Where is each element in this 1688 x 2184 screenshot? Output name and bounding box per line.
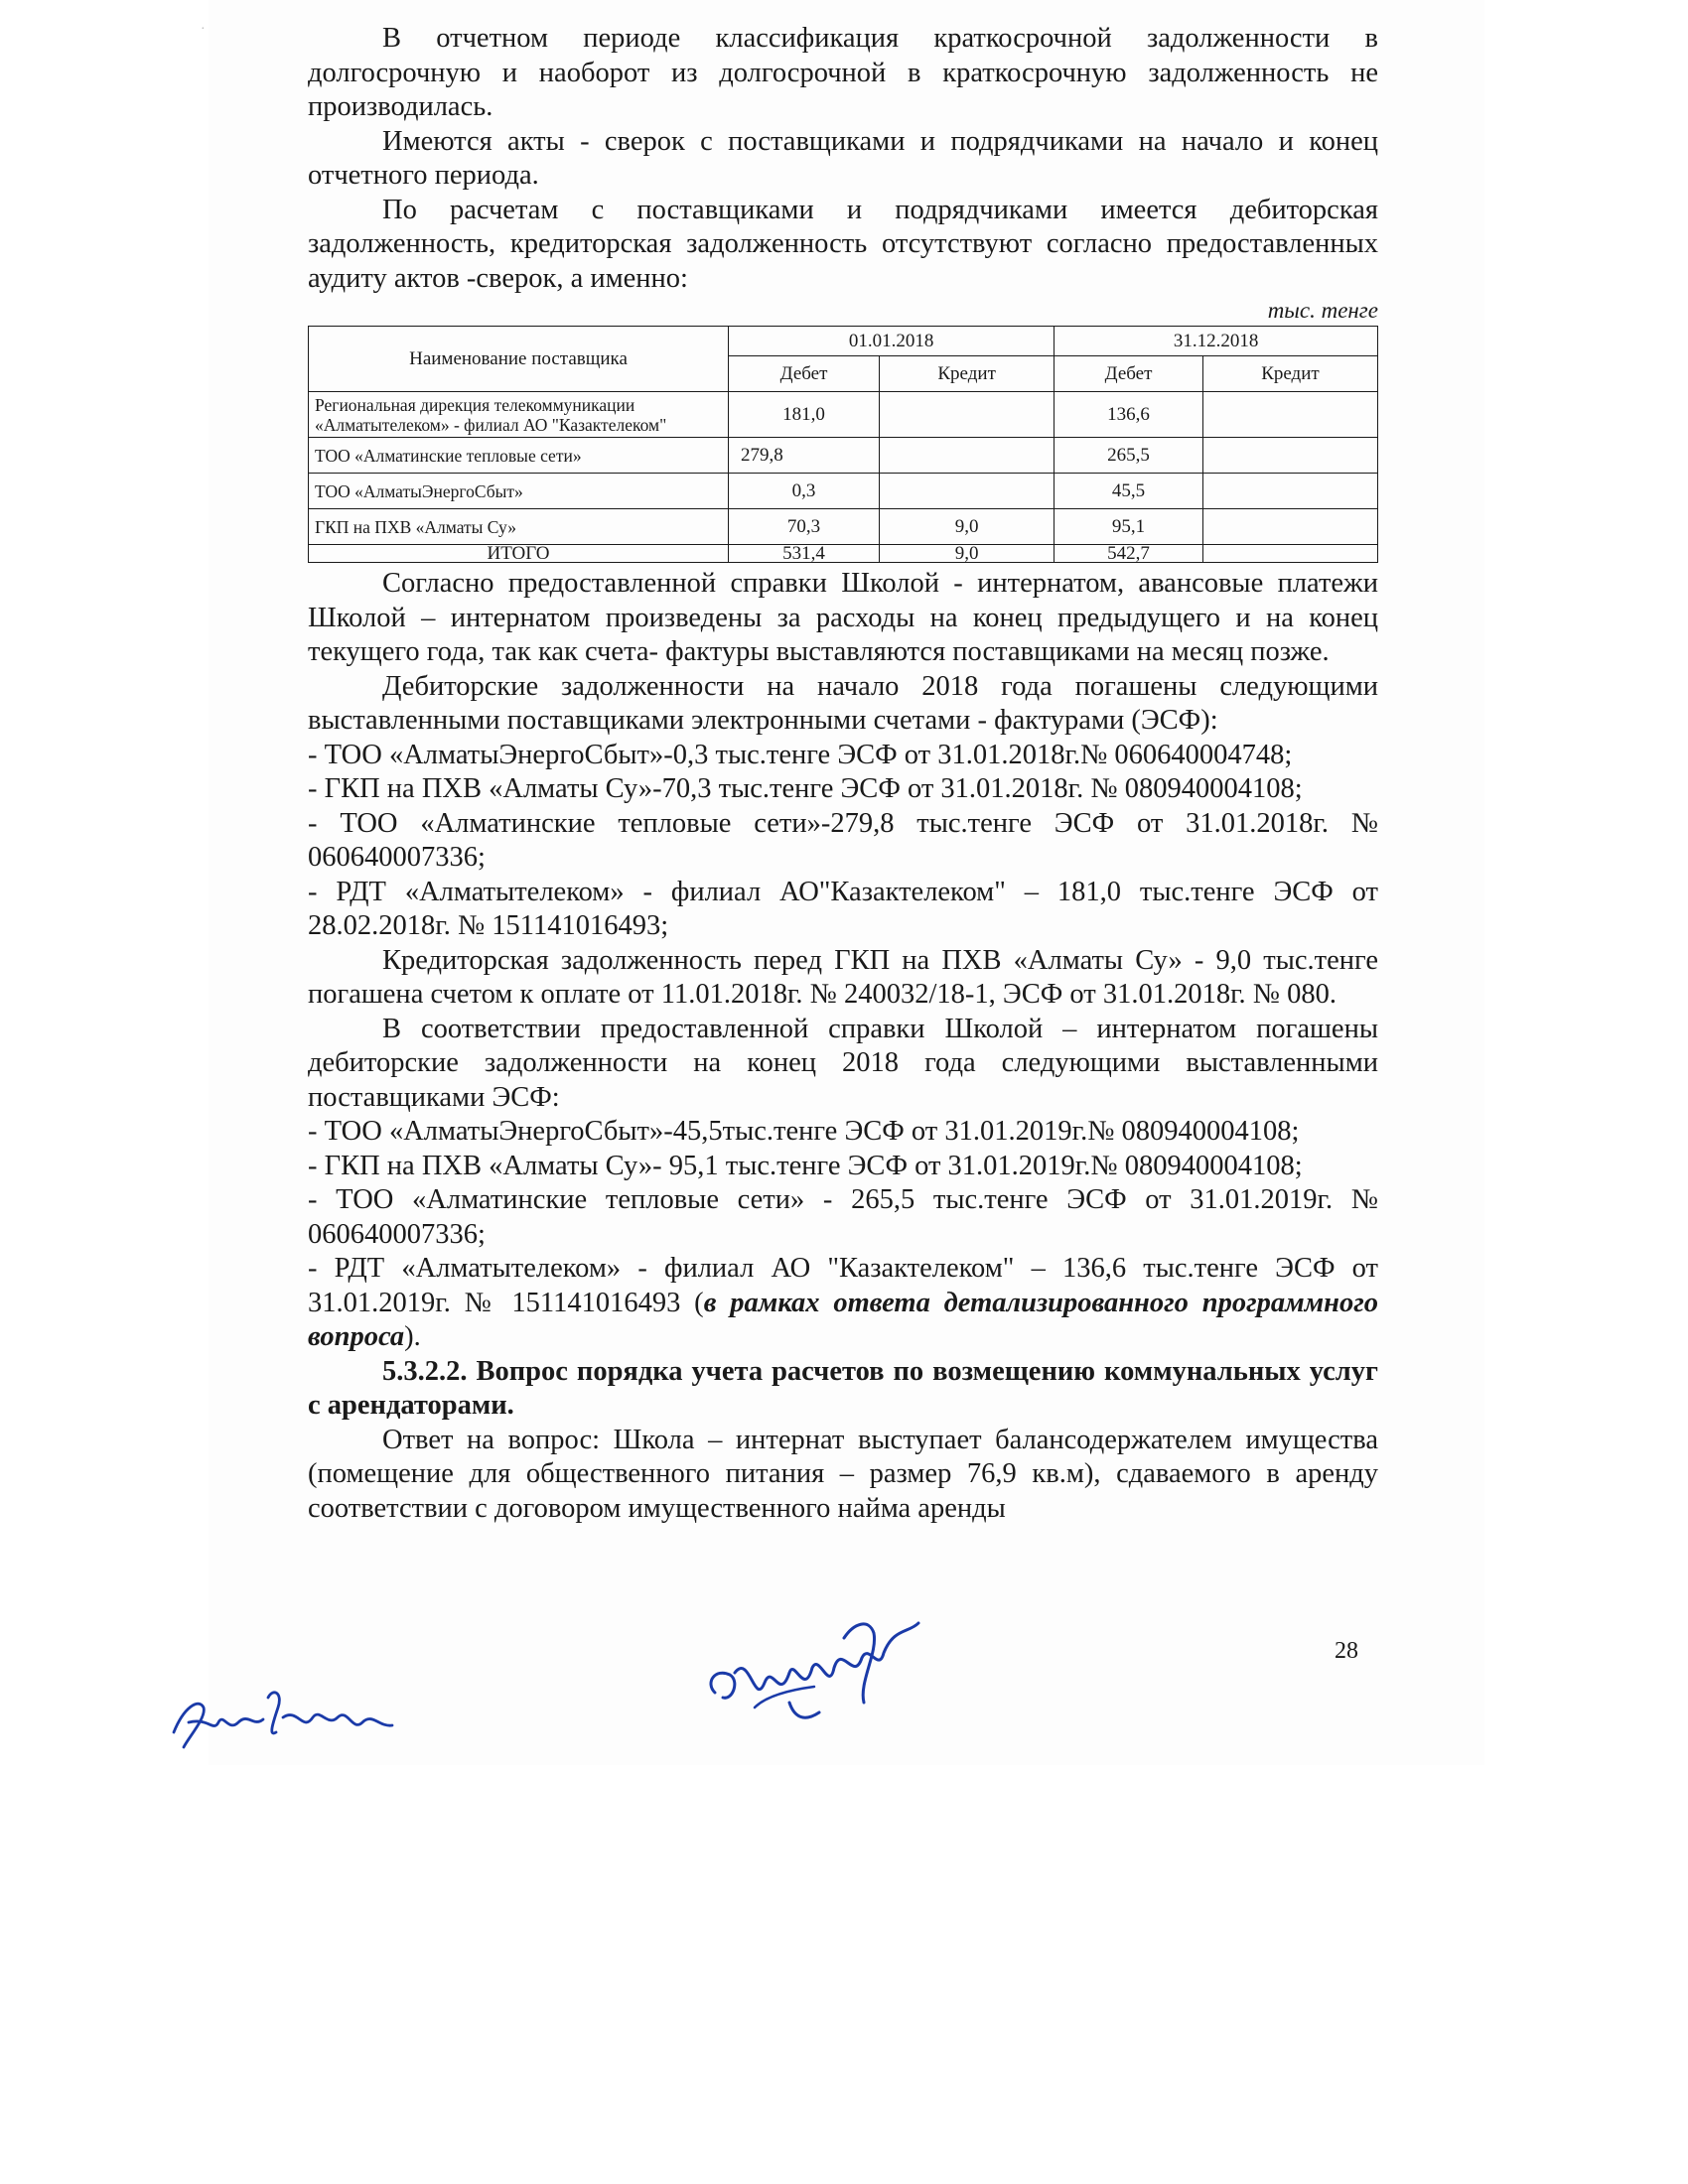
cell-supplier: ТОО «АлматыЭнергоСбыт» (309, 474, 729, 509)
column-header-supplier: Наименование поставщика (309, 327, 729, 392)
paragraph-reconciliation-acts: Имеются акты - сверок с поставщиками и подрядчиками на начало и конец отчетного периода. (308, 125, 1378, 191)
section-heading: 5.3.2.2. Вопрос порядка учета расчетов по возмещению коммунальных услуг с арендаторами. (308, 1355, 1378, 1421)
cell-credit-end (1202, 509, 1377, 545)
column-header-debit-start: Дебет (729, 356, 880, 392)
cell-total-label: ИТОГО (309, 545, 729, 563)
cell-debit-start: 181,0 (729, 392, 880, 438)
list-item-end: ). (404, 1321, 421, 1352)
column-header-credit-start: Кредит (880, 356, 1055, 392)
scan-mark: · (201, 22, 206, 37)
unit-label: тыс. тенге (1267, 298, 1378, 323)
table-row (309, 392, 1378, 438)
list-item: - ГКП на ПХВ «Алматы Су»- 95,1 тыс.тенге ЭСФ от 31.01.2019г.№ 080940004108; (308, 1150, 1303, 1181)
cell-credit-end (1202, 392, 1377, 438)
suppliers-table (308, 326, 1378, 563)
list-item (308, 1252, 1378, 1355)
list-item: - ТОО «Алматинские тепловые сети»-279,8 тыс.тенге ЭСФ от 31.01.2018г. № 060640007336; (308, 807, 1378, 873)
cell-debit-end: 265,5 (1055, 438, 1203, 474)
cell-total-debit-start: 531,4 (729, 545, 880, 563)
cell-debit-start: 70,3 (729, 509, 880, 545)
italic-note: в рамках ответа детализированного программного вопроса (308, 1287, 1378, 1352)
paragraph-receivables-end: В соответствии предоставленной справки Школой – интернатом погашены дебиторские задолженности на конец 2018 года следующими выставленными поставщиками ЭСФ: (308, 1013, 1378, 1113)
cell-debit-end: 45,5 (1055, 474, 1203, 509)
cell-supplier: ТОО «Алматинские тепловые сети» (309, 438, 729, 474)
signature-image (159, 1678, 417, 1767)
paragraph-receivables-start: Дебиторские задолженности на начало 2018 года погашены следующими выставленными поставщиками электронными счетами - фактурами (ЭСФ): (308, 670, 1378, 736)
list-item: - ТОО «Алматинские тепловые сети» - 265,5 тыс.тенге ЭСФ от 31.01.2019г. № 060640007336; (308, 1184, 1378, 1250)
page-number: 28 (1335, 1638, 1358, 1664)
list-item: - ТОО «АлматыЭнергоСбыт»-45,5тыс.тенге ЭСФ от 31.01.2019г.№ 080940004108; (308, 1116, 1300, 1147)
column-header-date-start: 01.01.2018 (729, 327, 1055, 356)
cell-credit-start (880, 438, 1055, 474)
cell-debit-start: 0,3 (729, 474, 880, 509)
document-body (308, 22, 1378, 1526)
list-item: - ТОО «АлматыЭнергоСбыт»-0,3 тыс.тенге ЭСФ от 31.01.2018г.№ 060640004748; (308, 739, 1293, 770)
document-page (201, 0, 1484, 1765)
cell-credit-start (880, 392, 1055, 438)
list-item-text: - РДТ «Алматытелеком» - филиал АО "Казактелеком" – 136,6 тыс.тенге ЭСФ от 31.01.2019г. № 151141016493 ( (308, 1253, 1378, 1318)
table-total-row (309, 545, 1378, 563)
cell-credit-start: 9,0 (880, 509, 1055, 545)
paragraph-advance-payments: Согласно предоставленной справки Школой - интернатом, авансовые платежи Школой – интернатом произведены за расходы на конец предыдущего и на конец текущего года, так как счета- фактуры выставляются поставщиками на месяц позже. (308, 568, 1378, 667)
cell-debit-end: 136,6 (1055, 392, 1203, 438)
cell-supplier: Региональная дирекция телекоммуникации «Алматытелеком» - филиал АО "Казактелеком" (309, 392, 729, 438)
cell-debit-end: 95,1 (1055, 509, 1203, 545)
column-header-credit-end: Кредит (1202, 356, 1377, 392)
table-row (309, 509, 1378, 545)
paragraph-answer: Ответ на вопрос: Школа – интернат выступает балансодержателем имущества (помещение для общественного питания – размер 76,9 кв.м), сдаваемого в аренду соответствии с договором имущественного найма аренды (308, 1424, 1378, 1524)
cell-total-credit-start: 9,0 (880, 545, 1055, 563)
signature-image (695, 1613, 953, 1732)
cell-debit-start: 279,8 (729, 438, 880, 474)
paragraph-settlements: По расчетам с поставщиками и подрядчиками имеется дебиторская задолженность, кредиторская задолженность отсутствуют согласно предоставленных аудиту актов -сверок, а именно: (308, 194, 1378, 294)
table-row (309, 438, 1378, 474)
cell-supplier: ГКП на ПХВ «Алматы Су» (309, 509, 729, 545)
cell-total-credit-end (1202, 545, 1377, 563)
column-header-debit-end: Дебет (1055, 356, 1203, 392)
paragraph-classification: В отчетном периоде классификация краткосрочной задолженности в долгосрочную и наоборот из долгосрочной в краткосрочную задолженность не производилась. (308, 23, 1378, 122)
cell-credit-end (1202, 438, 1377, 474)
column-header-date-end: 31.12.2018 (1055, 327, 1378, 356)
table-row (309, 474, 1378, 509)
cell-credit-end (1202, 474, 1377, 509)
cell-credit-start (880, 474, 1055, 509)
paragraph-payables: Кредиторская задолженность перед ГКП на ПХВ «Алматы Су» - 9,0 тыс.тенге погашена счетом к оплате от 11.01.2018г. № 240032/18-1, ЭСФ от 31.01.2018г. № 080. (308, 944, 1378, 1010)
cell-total-debit-end: 542,7 (1055, 545, 1203, 563)
list-item: - ГКП на ПХВ «Алматы Су»-70,3 тыс.тенге ЭСФ от 31.01.2018г. № 080940004108; (308, 773, 1303, 804)
list-item: - РДТ «Алматытелеком» - филиал АО"Казактелеком" – 181,0 тыс.тенге ЭСФ от 28.02.2018г. № 151141016493; (308, 876, 1378, 941)
